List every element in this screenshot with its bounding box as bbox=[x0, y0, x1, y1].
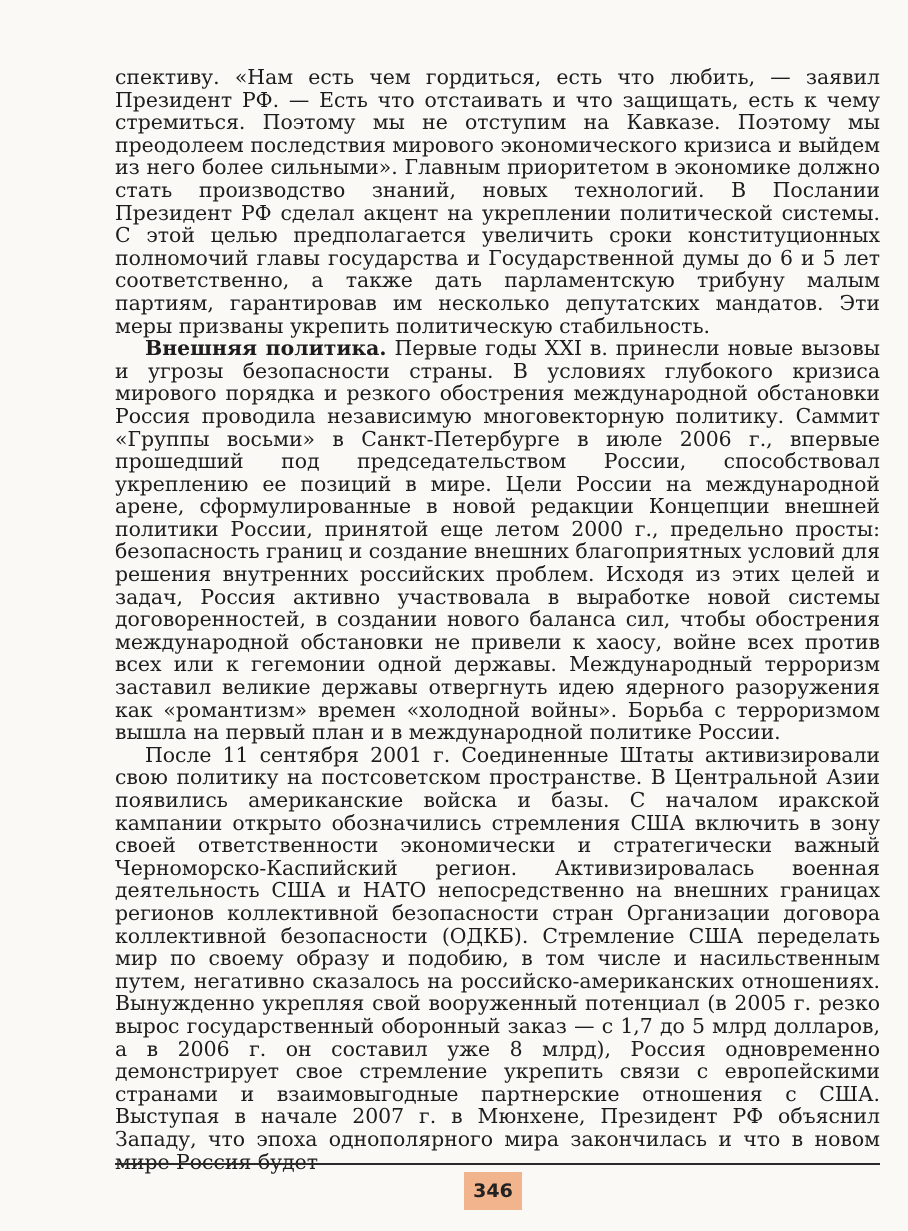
section-heading-foreign-policy: Внешняя политика. bbox=[145, 336, 387, 361]
paragraph-1 bbox=[115, 66, 880, 337]
paragraph-2 bbox=[115, 337, 880, 744]
page-number: 346 bbox=[464, 1172, 522, 1210]
paragraph-2-text: Первые годы XXI в. принесли новые вызовы и угрозы безопасности страны. В условиях глубокого кризиса мирового порядка и резкого обострения международной обстановки Россия проводила независимую многовекторную политику. Саммит «Группы восьми» в Санкт-Петербурге в июле 2006 г., впервые прошедший под председательством России, способствовал укреплению ее позиций в мире. Цели России на международной арене, сформулированные в новой редакции Концепции внешней политики России, принятой еще летом 2000 г., предельно просты: безопасность границ и создание внешних благоприятных условий для решения внутренних российских проблем. Исходя из этих целей и задач, Россия активно участвовала в выработке новой системы договоренностей, в создании нового баланса сил, чтобы обострения международной обстановки не привели к хаосу, войне всех против всех или к гегемонии одной державы. Международный терроризм заставил великие державы отвергнуть идею ядерного разоружения как «романтизм» времен «холодной войны». Борьба с терроризмом вышла на первый план и в международной политике России. bbox=[115, 336, 880, 745]
paragraph-1-text: спективу. «Нам есть чем гордиться, есть что любить, — заявил Президент РФ. — Есть что отстаивать и что защищать, есть к чему стремиться. Поэтому мы не отступим на Кавказе. Поэтому мы преодолеем последствия мирового экономического кризиса и выйдем из него более сильными». Главным приоритетом в экономике должно стать производство знаний, новых технологий. В Послании Президент РФ сделал акцент на укреплении политической системы. С этой целью предполагается увеличить сроки конституционных полномочий главы государства и Государственной думы до 6 и 5 лет соответственно, а также дать парламентскую трибуну малым партиям, гарантировав им несколько депутатских мандатов. Эти меры призваны укрепить политическую стабильность. bbox=[115, 65, 880, 338]
page-body bbox=[115, 66, 880, 1173]
paragraph-3-text: После 11 сентября 2001 г. Соединенные Штаты активизировали свою политику на постсоветском пространстве. В Центральной Азии появились американские войска и базы. С началом иракской кампании открыто обозначились стремления США включить в зону своей ответственности экономически и стратегически важный Черноморско-Каспийский регион. Активизировалась военная деятельность США и НАТО непосредственно на внешних границах регионов коллективной безопасности стран Организации договора коллективной безопасности (ОДКБ). Стремление США переделать мир по своему образу и подобию, в том числе и насильственным путем, негативно сказалось на российско-американских отношениях. Вынужденно укрепляя свой вооруженный потенциал (в 2005 г. резко вырос государственный оборонный заказ — с 1,7 до 5 млрд долларов, а в 2006 г. он составил уже 8 млрд), Россия одновременно демонстрирует свое стремление укрепить связи с европейскими странами и взаимовыгодные партнерские отношения с США. Выступая в начале 2007 г. в Мюнхене, Президент РФ объяснил Западу, что эпоха однополярного мира закончилась и что в новом мире Россия будет bbox=[115, 742, 880, 1174]
footer-divider bbox=[115, 1163, 880, 1165]
paragraph-3 bbox=[115, 744, 880, 1173]
